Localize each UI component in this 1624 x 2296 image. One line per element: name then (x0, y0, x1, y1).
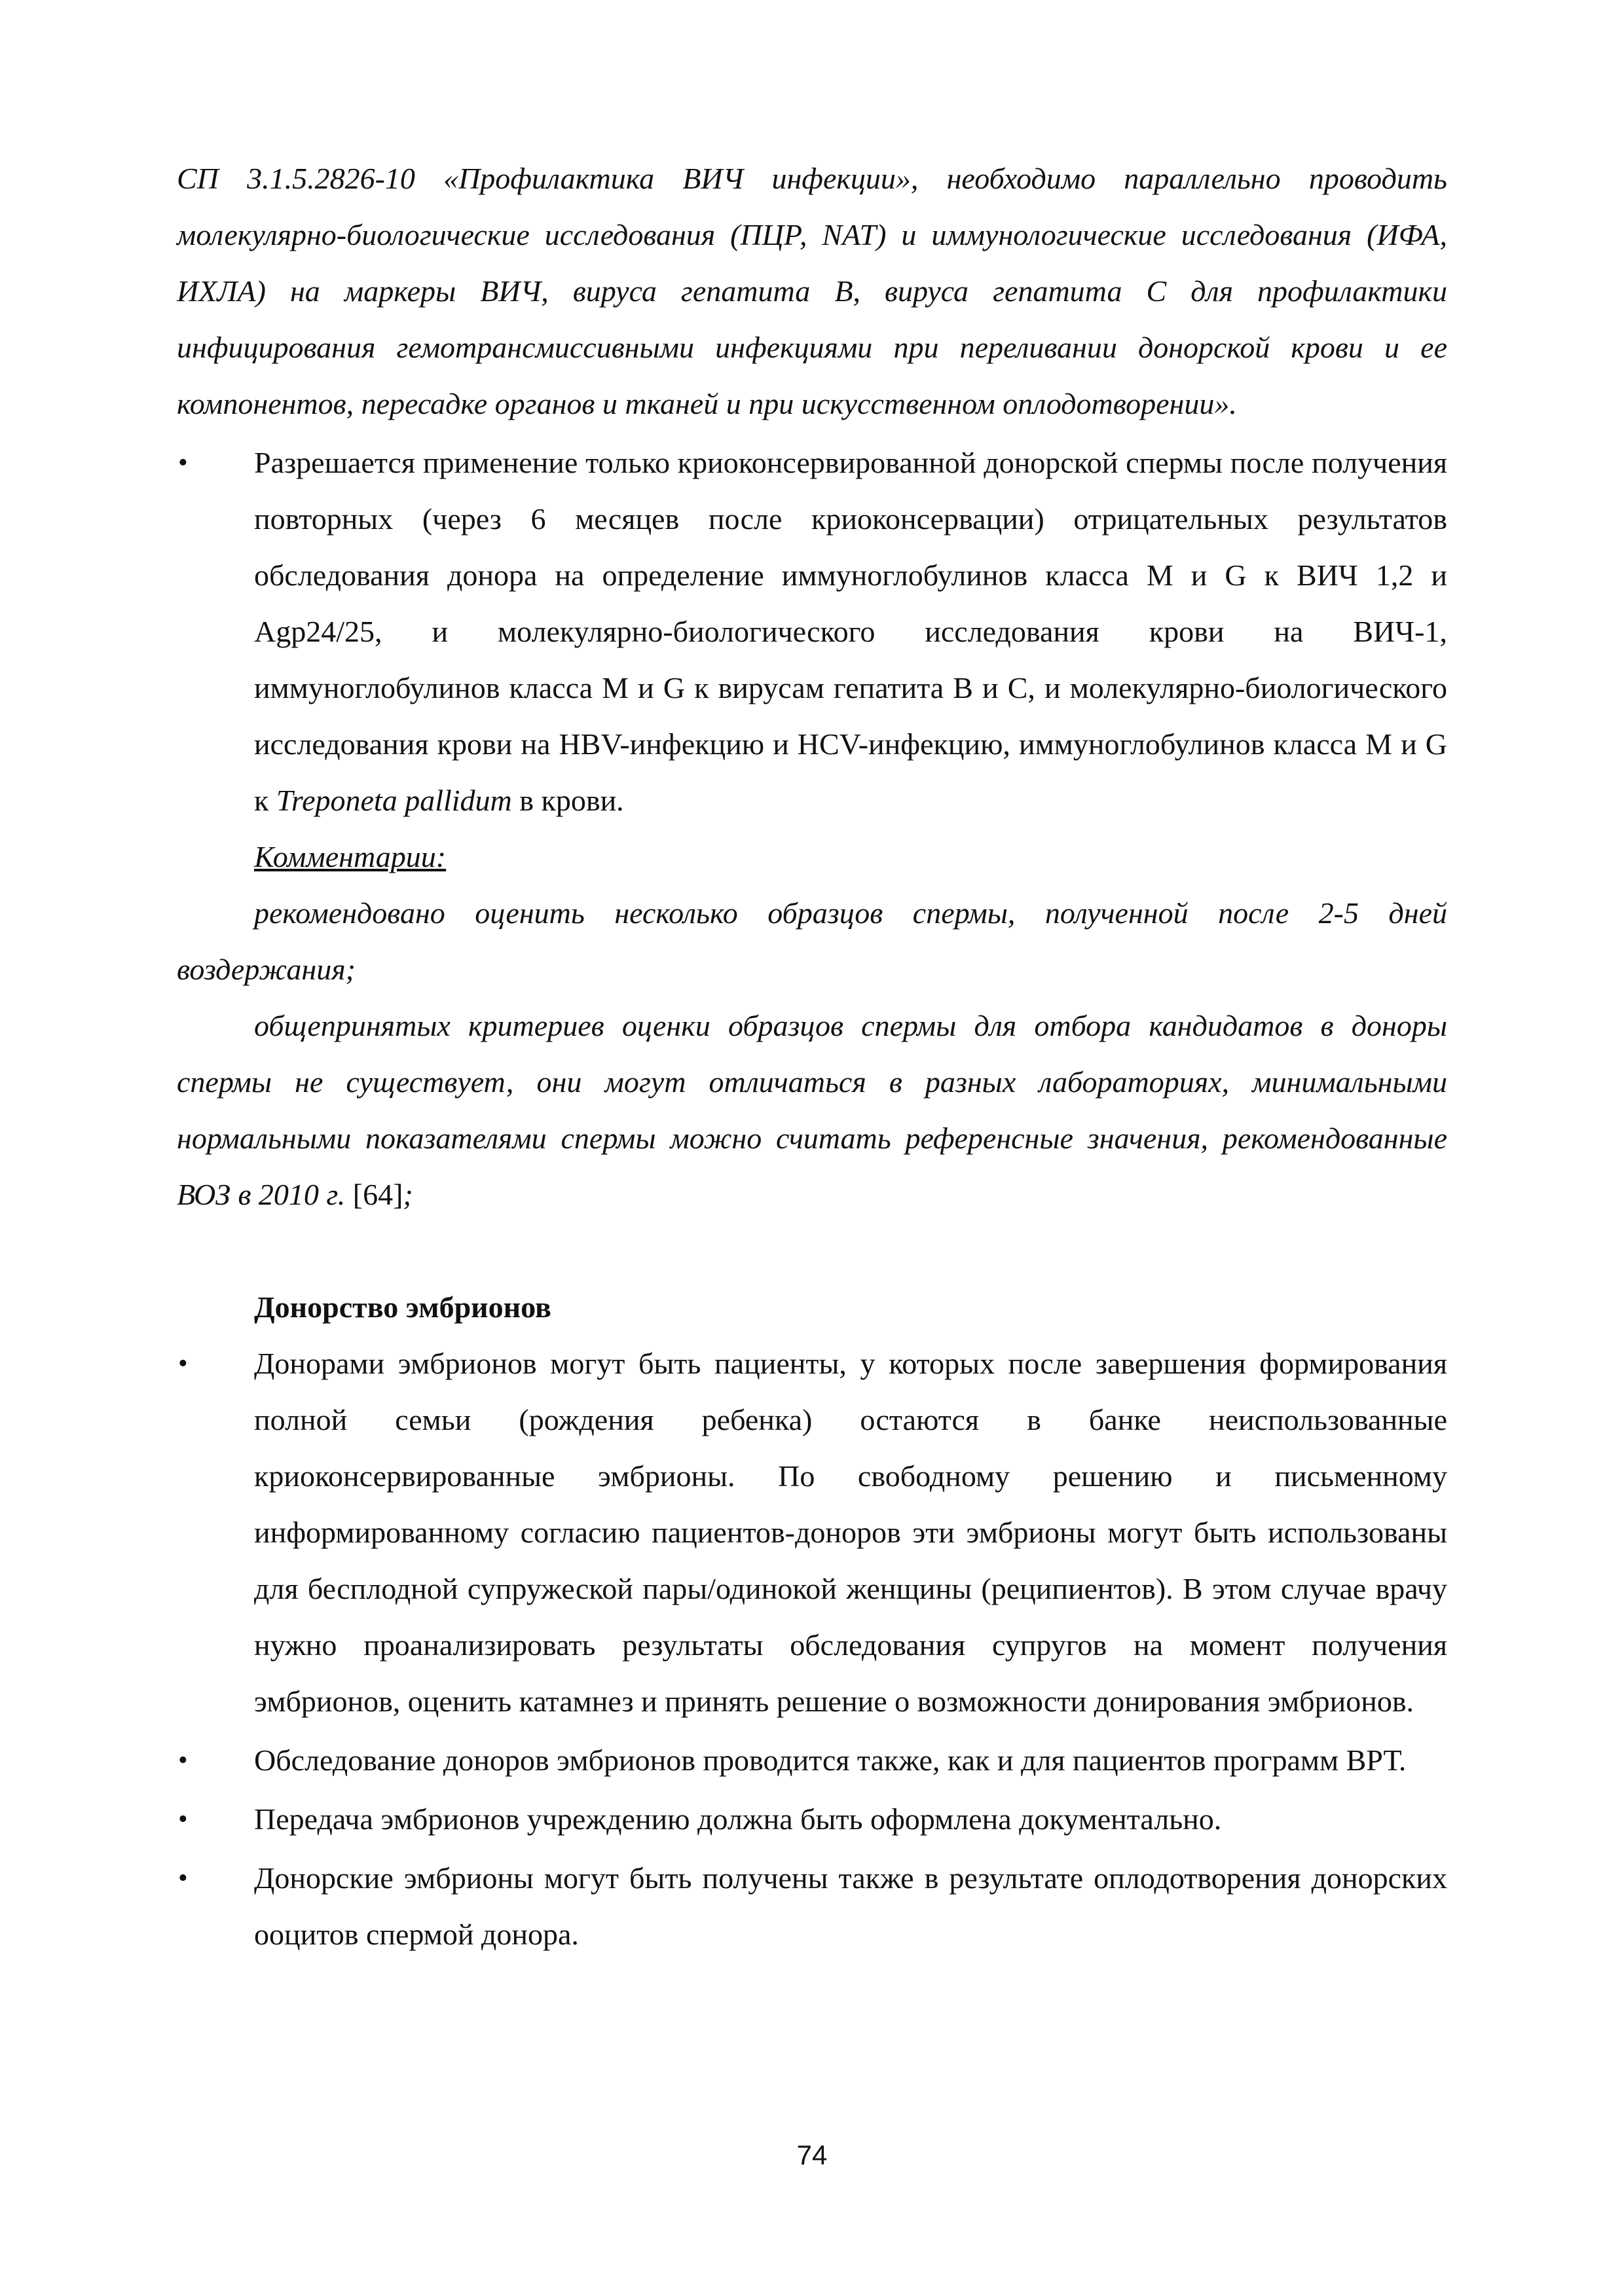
embryo-bullet-4-text: Донорские эмбрионы могут быть получены также в результате оплодотворения донорских ооцитов спермой донора. (254, 1861, 1447, 1951)
comment-item-2 (177, 998, 1447, 1223)
comments-title: Комментарии: (254, 840, 447, 873)
section-heading: Донорство эмбрионов (254, 1290, 551, 1324)
sperm-bullet-text: Разрешается применение только криоконсервированной донорской спермы после получения повторных (через 6 месяцев после криоконсервации) отрицательных результатов обследования донора на определение иммуноглобулинов класса M и G к ВИЧ 1,2 и Agp24/25, и молекулярно-биологического исследования крови на ВИЧ-1, иммуноглобулинов класса M и G к вирусам гепатита B и C, и молекулярно-биологического исследования крови на HBV-инфекцию и HCV-инфекцию, иммуноглобулинов класса M и G к (254, 446, 1447, 817)
embryo-bullet-3-text: Передача эмбрионов учреждению должна быть оформлена документально. (254, 1802, 1222, 1836)
bullet-marker: • (178, 1804, 188, 1834)
sperm-bullet-text-end: в крови. (511, 784, 624, 817)
intro-paragraph: СП 3.1.5.2826-10 «Профилактика ВИЧ инфекции», необходимо параллельно проводить молекулярно-биологические исследования (ПЦР, NAT) и иммунологические исследования (ИФА, ИХЛА) на маркеры ВИЧ, вируса гепатита В, вируса гепатита С для профилактики инфицирования гемотрансмиссивными инфекциями при переливании донорской крови и ее компонентов, пересадке органов и тканей и при искусственном оплодотворении». (177, 162, 1447, 420)
embryo-bullet-4 (177, 1850, 1447, 1963)
sperm-bullet-pathogen: Treponeta pallidum (276, 784, 512, 817)
comment-item-2-reference: [64] (345, 1178, 403, 1211)
embryo-bullet-2 (177, 1732, 1447, 1789)
embryo-bullet-3 (177, 1791, 1447, 1848)
bullet-marker: • (178, 1863, 188, 1893)
page-number: 74 (796, 2140, 828, 2170)
bullet-marker: • (178, 1745, 188, 1776)
comment-item-2-end: ; (403, 1178, 413, 1211)
document-page (177, 151, 1447, 1963)
sperm-donation-bullet (177, 435, 1447, 829)
comment-item-1: рекомендовано оценить несколько образцов спермы, полученной после 2-5 дней воздержания; (177, 896, 1447, 986)
embryo-bullet-1-text: Донорами эмбрионов могут быть пациенты, у которых после завершения формирования полной семьи (рождения ребенка) остаются в банке неиспользованные криоконсервированные эмбрионы. По свободному решению и письменному информированному согласию пациентов-доноров эти эмбрионы могут быть использованы для бесплодной супружеской пары/одинокой женщины (реципиентов). В этом случае врачу нужно проанализировать результаты обследования супругов на момент получения эмбрионов, оценить катамнез и принять решение о возможности донирования эмбрионов. (254, 1347, 1447, 1718)
comments-title-row (177, 829, 1447, 885)
bullet-marker: • (178, 448, 188, 478)
embryo-bullet-1 (177, 1336, 1447, 1730)
bullet-marker: • (178, 1349, 188, 1379)
comment-item-2-text: общепринятых критериев оценки образцов спермы для отбора кандидатов в доноры спермы не существует, они могут отличаться в разных лабораториях, минимальными нормальными показателями спермы можно считать референсные значения, рекомендованные ВОЗ в 2010 г. (177, 1009, 1447, 1211)
embryo-bullet-2-text: Обследование доноров эмбрионов проводится также, как и для пациентов программ ВРТ. (254, 1743, 1407, 1777)
